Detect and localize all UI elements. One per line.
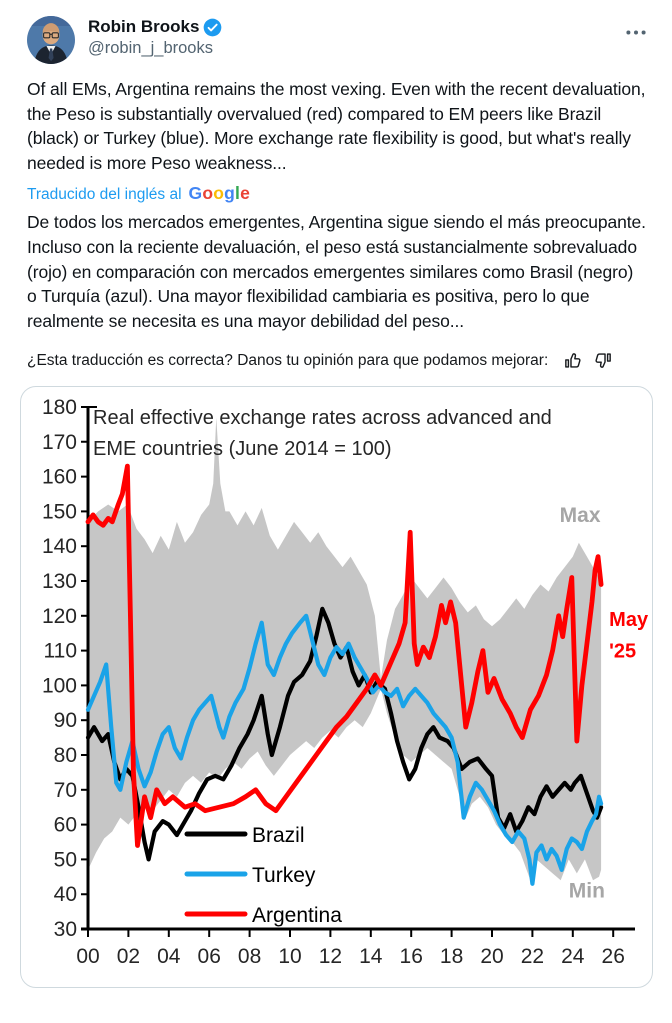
x-tick-label: 10	[278, 945, 302, 969]
y-tick-label: 150	[41, 500, 77, 524]
annotation-max: Max	[559, 504, 601, 528]
x-tick-label: 22	[520, 945, 545, 969]
user-handle[interactable]: @robin_j_brooks	[88, 39, 213, 57]
y-tick-label: 140	[41, 535, 77, 559]
x-tick-label: 24	[561, 945, 585, 969]
y-tick-label: 60	[53, 813, 77, 837]
y-tick-label: 180	[41, 396, 77, 420]
annotation-min: Min	[568, 880, 605, 904]
more-button[interactable]	[624, 16, 648, 46]
verified-badge-icon	[203, 18, 222, 37]
x-tick-label: 16	[399, 945, 423, 969]
thumb-up-icon	[563, 351, 582, 370]
thumbs-down-button[interactable]	[594, 351, 613, 370]
display-name: Robin Brooks	[88, 17, 200, 36]
x-tick-label: 12	[318, 945, 343, 969]
y-tick-label: 100	[41, 674, 77, 698]
google-logo: Google	[188, 183, 250, 204]
y-tick-label: 120	[41, 605, 77, 629]
x-tick-label: 26	[601, 945, 625, 969]
x-tick-label: 14	[359, 945, 383, 969]
thumb-down-icon	[594, 351, 613, 370]
chart-title-line: Real effective exchange rates across advanced and	[93, 407, 552, 430]
tweet-text-english: Of all EMs, Argentina remains the most vexing. Even with the recent devaluation, the Peso is substantially overvalued (red) compared to EM peers like Brazil (black) or Turkey (blue). More exchange rate flexibility is good, but what's really needed is more Peso weakness...	[27, 79, 646, 173]
legend-label-brazil: Brazil	[252, 824, 305, 848]
avatar[interactable]	[27, 16, 75, 64]
annotation-may: May	[609, 609, 649, 632]
ellipsis-icon	[626, 30, 646, 35]
translated-by-row[interactable]	[0, 183, 672, 204]
y-tick-label: 170	[41, 431, 77, 455]
y-tick-label: 70	[53, 779, 77, 803]
thumbs-up-button[interactable]	[563, 351, 582, 370]
y-tick-label: 30	[53, 918, 77, 942]
x-tick-label: 00	[76, 945, 100, 969]
display-name-row[interactable]	[88, 16, 222, 38]
x-tick-label: 18	[439, 945, 464, 969]
annotation-25: '25	[609, 640, 637, 663]
tweet-header	[0, 0, 672, 64]
y-tick-label: 130	[41, 570, 77, 594]
x-tick-label: 02	[116, 945, 141, 969]
y-tick-label: 160	[41, 465, 77, 489]
y-tick-label: 40	[53, 883, 77, 907]
chart-title-line: EME countries (June 2014 = 100)	[93, 438, 392, 461]
chart-image-card[interactable]	[20, 386, 653, 988]
y-tick-label: 110	[43, 639, 77, 663]
x-tick-label: 08	[237, 945, 262, 969]
y-tick-label: 80	[53, 744, 77, 768]
y-tick-label: 50	[53, 848, 77, 872]
reer-chart	[21, 387, 653, 982]
x-tick-label: 04	[157, 945, 181, 969]
tweet-text-spanish: De todos los mercados emergentes, Argentina sigue siendo el más preocupante. Incluso con la reciente devaluación, el peso está sustancialmente sobrevaluado (rojo) en comparación con mercados emergentes similares como Brasil (negro) o Turquía (azul). Una mayor flexibilidad cambiaria es positiva, pero lo que realmente se necesita es una mayor debilidad del peso...	[27, 212, 646, 331]
legend-label-argentina: Argentina	[252, 904, 342, 928]
legend-label-turkey: Turkey	[252, 864, 316, 888]
avatar-image	[27, 16, 75, 64]
x-tick-label: 20	[480, 945, 504, 969]
translated-by-label: Traducido del inglés al	[27, 186, 182, 204]
translation-feedback-row	[0, 350, 672, 371]
x-tick-label: 06	[197, 945, 221, 969]
translation-feedback-prompt: ¿Esta traducción es correcta? Danos tu opinión para que podamos mejorar:	[27, 352, 549, 370]
y-tick-label: 90	[53, 709, 77, 733]
